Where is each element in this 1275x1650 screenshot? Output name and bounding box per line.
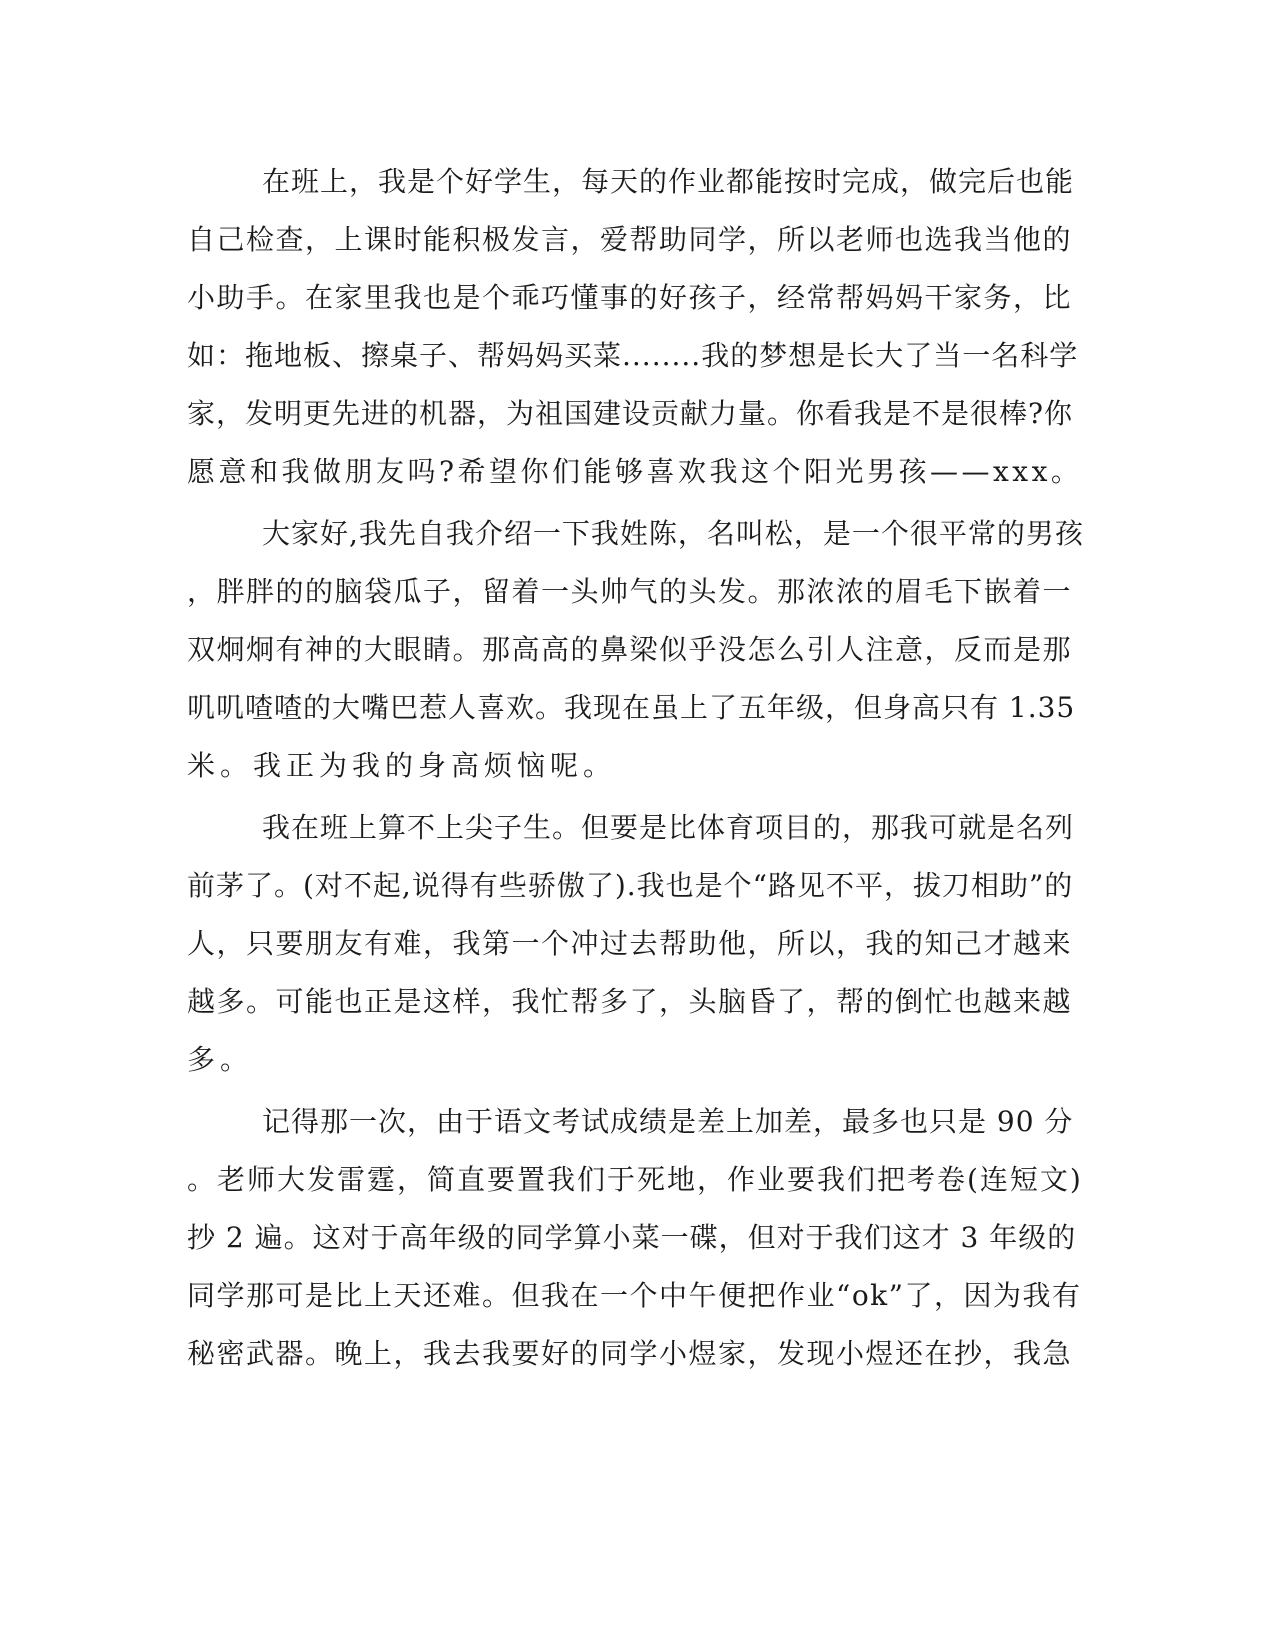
paragraph-1-line-6: 愿意和我做朋友吗?希望你们能够喜欢我这个阳光男孩——xxx。 [187,455,1083,488]
paragraph-3-line-3: 人，只要朋友有难，我第一个冲过去帮助他，所以，我的知己才越来 [187,927,1073,960]
paragraph-3-line-5: 多。 [187,1043,254,1076]
paragraph-1-line-3: 小助手。在家里我也是个乖巧懂事的好孩子，经常帮妈妈干家务，比 [187,281,1073,314]
paragraph-2-line-1: 大家好,我先自我介绍一下我姓陈，名叫松，是一个很平常的男孩 [262,517,1084,550]
paragraph-4-line-1: 记得那一次，由于语文考试成绩是差上加差，最多也只是 90 分 [262,1105,1074,1138]
paragraph-4-line-2: 。老师大发雷霆，简直要置我们于死地，作业要我们把考卷(连短文) [187,1163,1083,1196]
paragraph-3-line-2: 前茅了。(对不起,说得有些骄傲了).我也是个“路见不平，拔刀相助”的 [187,869,1074,902]
paragraph-2-line-5: 米。我正为我的身高烦恼呢。 [187,749,617,782]
paragraph-2-line-4: 叽叽喳喳的大嘴巴惹人喜欢。我现在虽上了五年级，但身高只有 1.35 [187,691,1076,724]
paragraph-4-line-3: 抄 2 遍。这对于高年级的同学算小菜一碟，但对于我们这才 3 年级的 [187,1221,1077,1254]
paragraph-1-line-2: 自己检查，上课时能积极发言，爱帮助同学，所以老师也选我当他的 [187,223,1073,256]
paragraph-1-line-5: 家，发明更先进的机器，为祖国建设贡献力量。你看我是不是很棒?你 [187,397,1074,430]
paragraph-4-line-5: 秘密武器。晚上，我去我要好的同学小煜家，发现小煜还在抄，我急 [187,1337,1073,1370]
paragraph-1-line-1: 在班上，我是个好学生，每天的作业都能按时完成，做完后也能 [262,165,1075,198]
paragraph-1-line-4: 如：拖地板、擦桌子、帮妈妈买菜........我的梦想是长大了当一名科学 [187,339,1079,372]
paragraph-3-line-4: 越多。可能也正是这样，我忙帮多了，头脑昏了，帮的倒忙也越来越 [187,985,1073,1018]
paragraph-4-line-4: 同学那可是比上天还难。但我在一个中午便把作业“ok”了，因为我有 [187,1279,1082,1312]
paragraph-2-line-3: 双炯炯有神的大眼睛。那高高的鼻梁似乎没怎么引人注意，反而是那 [187,633,1073,666]
paragraph-3-line-1: 我在班上算不上尖子生。但要是比体育项目的，那我可就是名列 [262,811,1075,844]
paragraph-2-line-2: ，胖胖的的脑袋瓜子，留着一头帅气的头发。那浓浓的眉毛下嵌着一 [187,575,1073,608]
